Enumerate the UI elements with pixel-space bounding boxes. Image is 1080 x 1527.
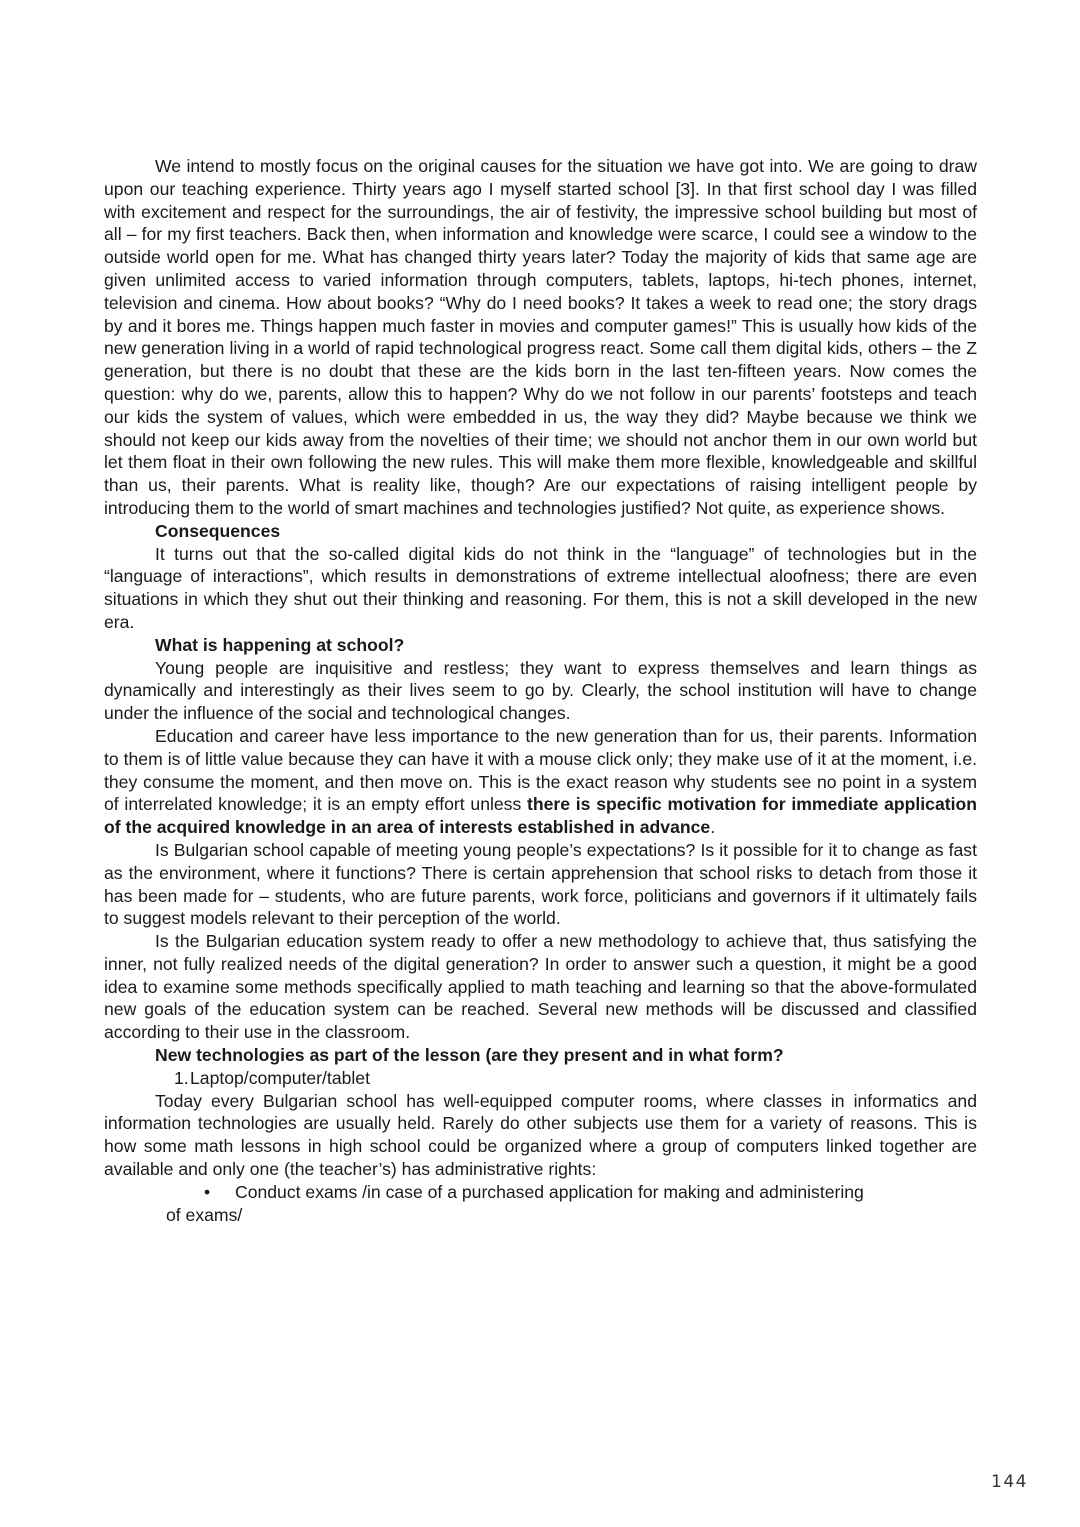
heading-new-technologies: New technologies as part of the lesson (are they present and in what form? [155, 1045, 784, 1066]
education-text-bold: there is specific motivation for immediate application of the acquired knowledge in an area of interests established in advance [104, 794, 977, 838]
bullet-icon: • [204, 1181, 211, 1202]
heading-consequences: Consequences [155, 520, 281, 541]
paragraph-consequences: It turns out that the so-called digital kids do not think in the “language” of technologies but in the “language of interactions”, which results in demonstrations of extreme intellectual aloofness; there are even situations in which they shut out their thinking and reasoning. For them, this is not a skill developed in the new era. [104, 543, 977, 632]
heading-school: What is happening at school? [155, 634, 405, 655]
education-text-start: Education and career have less importance to the new generation than for us, their parents. Information to them is of little value because they can have it with a mouse click only; they make use of it at the moment, i.e. they consume the moment, and then move on. This is the exact reason why students see no point in a system of interrelated knowledge; it is an empty effort unless [104, 725, 977, 815]
bullet-continuation: of exams/ [166, 1204, 243, 1225]
list-item-text: Laptop/computer/tablet [190, 1067, 370, 1088]
list-number: 1. [174, 1067, 189, 1088]
document-body [104, 155, 977, 1226]
paragraph-bulgarian-school: Is Bulgarian school capable of meeting young people’s expectations? Is it possible for it to change as fast as the environment, where it functions? There is certain apprehension that school risks to detach from those it has been made for – students, who are future parents, work force, politicians and governors if it ultimately fails to suggest models relevant to their perception of the world. [104, 839, 977, 929]
paragraph-young-people: Young people are inquisitive and restless; they want to express themselves and learn things as dynamically and interestingly as their lives seem to go by. Clearly, the school institution will have to change under the influence of the social and technological changes. [104, 657, 977, 724]
paragraph-education [104, 725, 977, 839]
paragraph-intro: We intend to mostly focus on the original causes for the situation we have got into. We are going to draw upon our teaching experience. Thirty years ago I myself started school [3]. In that first school day I was filled with excitement and respect for the surroundings, the air of festivity, the impressive school building but most of all – for my first teachers. Back then, when information and knowledge were scarce, I could see a window to the outside world open for me. What has changed thirty years later? Today the majority of kids that same age are given unlimited access to varied information through computers, tablets, laptops, hi-tech phones, internet, television and cinema. How about books? “Why do I need books? It takes a week to read one; the story drags by and it bores me. Things happen much faster in movies and computer games!” This is usually how kids of the new generation living in a world of rapid technological progress react. Some call them digital kids, others – the Z generation, but there is no doubt that these are the kids born in the last ten-fifteen years. Now comes the question: why do we, parents, allow this to happen? Why do we not follow in our parents’ footsteps and teach our kids the system of values, which were embedded in us, the way they did? Maybe because we think we should not keep our kids away from the novelties of their time; we should not anchor them in our own world but let them float in their own following the new rules. This will make them more flexible, knowledgeable and skillful than us, their parents. What is reality like, though? Are our expectations of raising intelligent people by introducing them to the world of smart machines and technologies justified? Not quite, as experience shows. [104, 156, 977, 518]
paragraph-bulgarian-system: Is the Bulgarian education system ready to offer a new methodology to achieve that, thus satisfying the inner, not fully realized needs of the digital generation? In order to answer such a question, it might be a good idea to examine some methods specifically applied to math teaching and learning so that the above-formulated new goals of the education system can be reached. Several new methods will be discussed and classified according to their use in the classroom. [104, 931, 977, 1043]
education-text-end: . [710, 817, 716, 838]
bullet-list-item [104, 1181, 977, 1204]
paragraph-computer-rooms: Today every Bulgarian school has well-equipped computer rooms, where classes in informatics and information technologies are usually held. Rarely do other subjects use them for a variety of reasons. This is how some math lessons in high school could be organized where a group of computers linked together are available and only one (the teacher’s) has administrative rights: [104, 1090, 977, 1180]
page-number: 144 [991, 1472, 1028, 1492]
bullet-text: Conduct exams /in case of a purchased application for making and administering [235, 1181, 864, 1202]
numbered-list-item [104, 1067, 977, 1090]
